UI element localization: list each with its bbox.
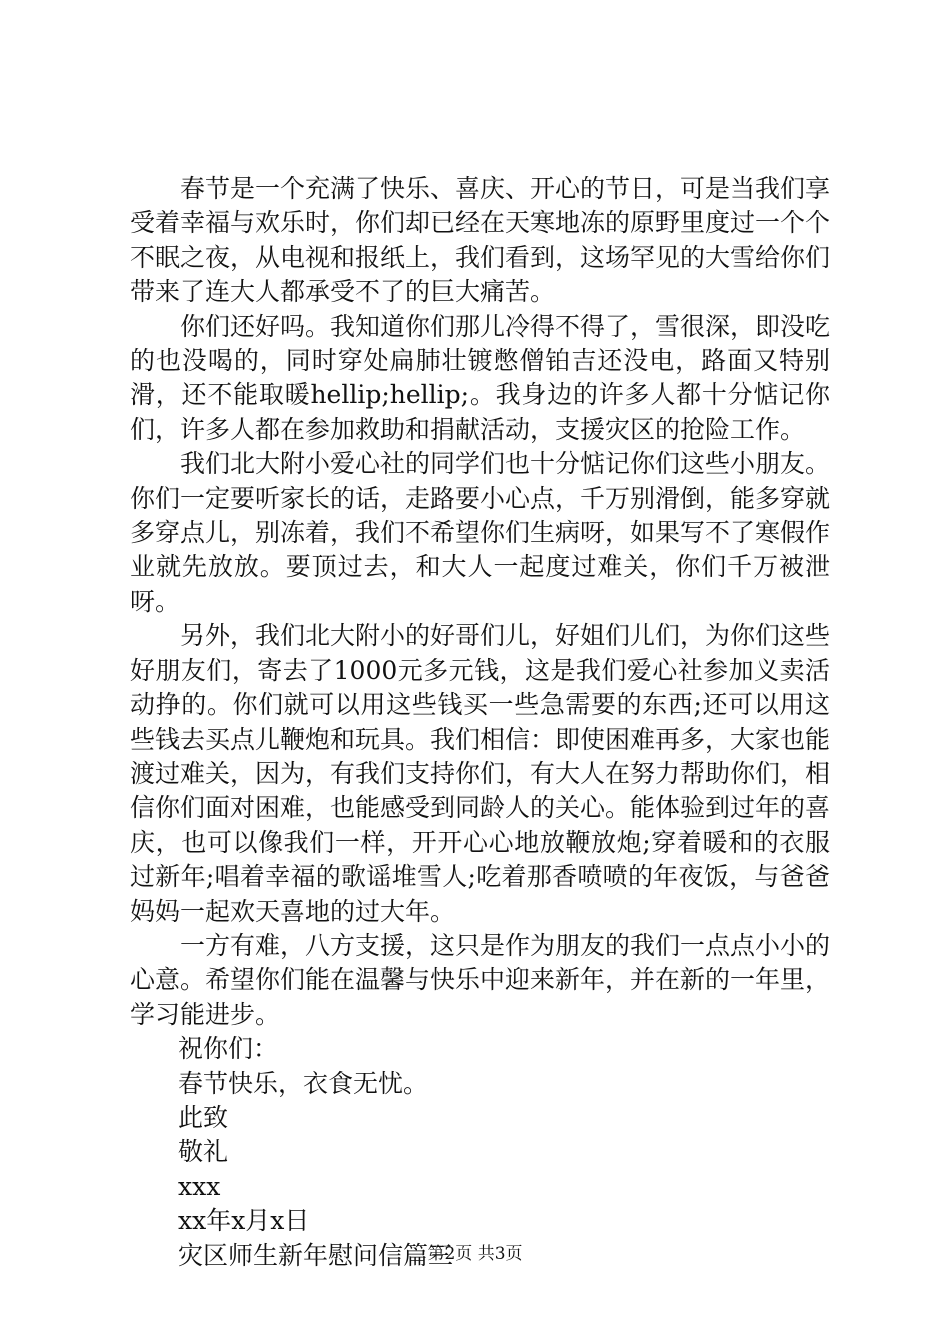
page-indicator: 第2页 共3页 [427,1244,523,1264]
paragraph-3: 我们北大附小爱心社的同学们也十分惦记你们这些小朋友。你们一定要听家长的话，走路要小心点，千万别滑倒，能多穿就多穿点儿，别冻着，我们不希望你们生病呀，如果写不了寒假作业就先放放。要顶过去，和大人一起度过难关，你们千万被泄呀。 [130,449,831,616]
letter-body [130,172,830,1273]
closing-salute-1: 此致 [178,1102,229,1132]
closing-greeting: 祝你们： [178,1034,279,1064]
letter-date: xx年x月x日 [178,1206,310,1236]
paragraph-2: 你们还好吗。我知道你们那儿冷得不得了，雪很深，即没吃的也没喝的，同时穿处扁肺壮镀憋僧铂吉还没电，路面又特别滑，还不能取暖hellip;hellip;。我身边的许多人都十分惦记你们，许多人都在参加救助和捐献活动，支援灾区的抢险工作。 [130,311,831,444]
paragraph-5: 一方有难，八方支援，这只是作为朋友的我们一点点小小的心意。希望你们能在温馨与快乐中迎来新年，并在新的一年里，学习能进步。 [130,930,831,1029]
paragraph-1: 春节是一个充满了快乐、喜庆、开心的节日，可是当我们享受着幸福与欢乐时，你们却已经在天寒地冻的原野里度过一个个不眠之夜，从电视和报纸上，我们看到，这场罕见的大雪给你们带来了连大人都承受不了的巨大痛苦。 [130,174,831,307]
closing-salute-2: 敬礼 [178,1137,229,1167]
next-section-title: 灾区师生新年慰问信篇三 [178,1240,454,1270]
signature: xxx [178,1171,221,1201]
closing-wish: 春节快乐，衣食无忧。 [178,1068,429,1098]
paragraph-4: 另外，我们北大附小的好哥们儿，好姐们儿们，为你们这些好朋友们，寄去了1000元多元钱，这是我们爱心社参加义卖活动挣的。你们就可以用这些钱买一些急需要的东西;还可以用这些钱去买点儿鞭炮和玩具。我们相信：即使困难再多，大家也能渡过难关，因为，有我们支持你们，有大人在努力帮助你们，相信你们面对困难，也能感受到同龄人的关心。能体验到过年的喜庆，也可以像我们一样，开开心心地放鞭放炮;穿着暖和的衣服过新年;唱着幸福的歌谣堆雪人;吃着那香喷喷的年夜饭，与爸爸妈妈一起欢天喜地的过大年。 [130,621,831,926]
